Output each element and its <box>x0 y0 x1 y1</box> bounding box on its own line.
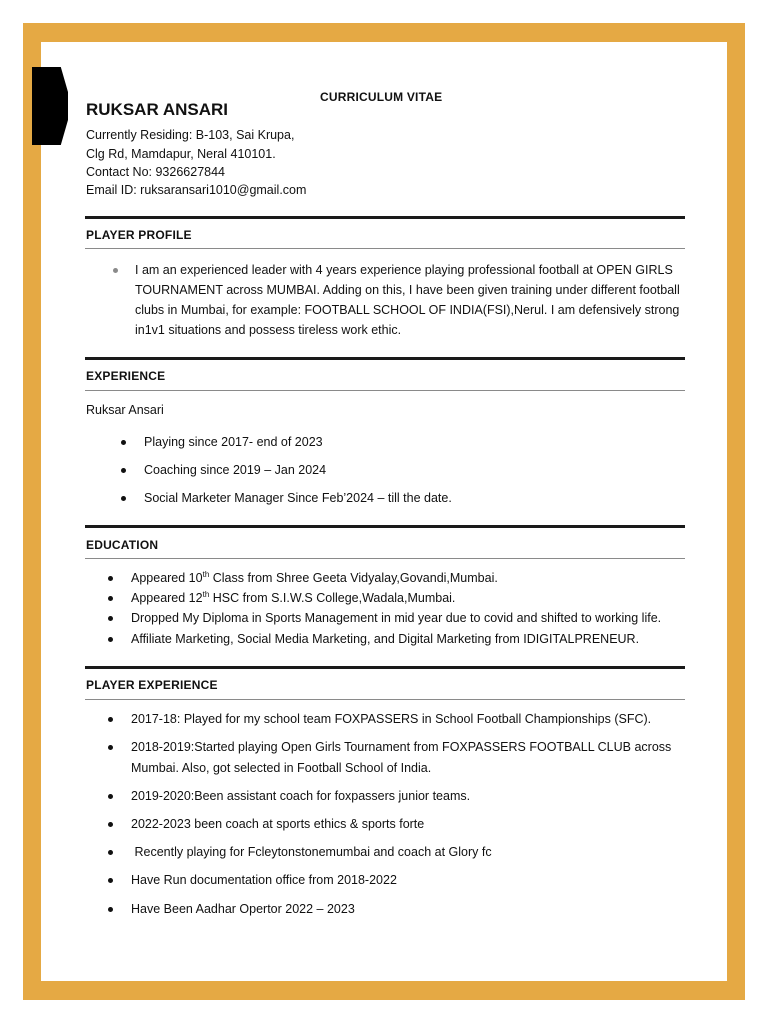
bullet-dot <box>108 794 113 799</box>
section-divider-thin <box>85 558 685 559</box>
address-line-1: Currently Residing: B-103, Sai Krupa, <box>86 128 295 142</box>
contact-number: Contact No: 9326627844 <box>86 165 225 179</box>
section-divider-thick <box>85 525 685 528</box>
bullet-dot <box>108 822 113 827</box>
document-title: CURRICULUM VITAE <box>320 90 443 104</box>
section-divider-thin <box>85 699 685 700</box>
black-tab-marker <box>32 67 68 145</box>
bullet-dot <box>108 717 113 722</box>
experience-name: Ruksar Ansari <box>86 403 164 417</box>
bullet-dot <box>108 616 113 621</box>
email-address: Email ID: ruksaransari1010@gmail.com <box>86 183 307 197</box>
bullet-dot <box>108 907 113 912</box>
bullet-dot <box>108 745 113 750</box>
bullet-dot <box>121 496 126 501</box>
candidate-name: RUKSAR ANSARI <box>86 100 228 119</box>
player-experience-item: 2019-2020:Been assistant coach for foxpassers junior teams. <box>131 789 471 803</box>
education-item: Appeared 12th HSC from S.I.W.S College,Wadala,Mumbai. <box>131 589 456 605</box>
education-item: Affiliate Marketing, Social Media Marketing, and Digital Marketing from IDIGITALPRENEUR. <box>131 632 640 646</box>
player-experience-item: 2018-2019:Started playing Open Girls Tournament from FOXPASSERS FOOTBALL CLUB across <box>131 740 672 754</box>
heading-player-profile: PLAYER PROFILE <box>86 228 192 242</box>
player-experience-item: 2022-2023 been coach at sports ethics & sports forte <box>131 817 425 831</box>
bullet-dot <box>121 440 126 445</box>
player-experience-item: Have Run documentation office from 2018-2022 <box>131 873 397 887</box>
section-divider-thick <box>85 216 685 219</box>
section-divider-thin <box>85 248 685 249</box>
player-experience-item: 2017-18: Played for my school team FOXPASSERS in School Football Championships (SFC). <box>131 712 652 726</box>
bullet-dot <box>108 576 113 581</box>
player-experience-item-continued: Mumbai. Also, got selected in Football School of India. <box>131 761 432 775</box>
profile-line: I am an experienced leader with 4 years experience playing professional football at OPEN GIRLS <box>135 263 673 277</box>
education-item: Appeared 10th Class from Shree Geeta Vidyalay,Govandi,Mumbai. <box>131 569 498 585</box>
experience-item: Coaching since 2019 – Jan 2024 <box>144 463 327 477</box>
heading-player-experience: PLAYER EXPERIENCE <box>86 678 218 692</box>
bullet-dot <box>121 468 126 473</box>
heading-education: EDUCATION <box>86 538 159 552</box>
bullet-dot <box>108 878 113 883</box>
section-divider-thick <box>85 357 685 360</box>
profile-line: clubs in Mumbai, for example: FOOTBALL SCHOOL OF INDIA(FSI),Nerul. I am defensively strong <box>135 303 680 317</box>
bullet-dot <box>108 850 113 855</box>
address-line-2: Clg Rd, Mamdapur, Neral 410101. <box>86 147 276 161</box>
experience-item: Social Marketer Manager Since Feb’2024 – till the date. <box>144 491 452 505</box>
bullet-dot <box>113 268 118 273</box>
education-item: Dropped My Diploma in Sports Management in mid year due to covid and shifted to working life. <box>131 611 662 625</box>
player-experience-item: Have Been Aadhar Opertor 2022 – 2023 <box>131 902 355 916</box>
bullet-dot <box>108 637 113 642</box>
profile-line: in1v1 situations and possess tireless work ethic. <box>135 323 402 337</box>
section-divider-thin <box>85 390 685 391</box>
player-experience-item: Recently playing for Fcleytonstonemumbai and coach at Glory fc <box>131 845 492 859</box>
heading-experience: EXPERIENCE <box>86 369 166 383</box>
experience-item: Playing since 2017- end of 2023 <box>144 435 323 449</box>
profile-line: TOURNAMENT across MUMBAI. Adding on this, I have been given training under different football <box>135 283 680 297</box>
section-divider-thick <box>85 666 685 669</box>
bullet-dot <box>108 596 113 601</box>
